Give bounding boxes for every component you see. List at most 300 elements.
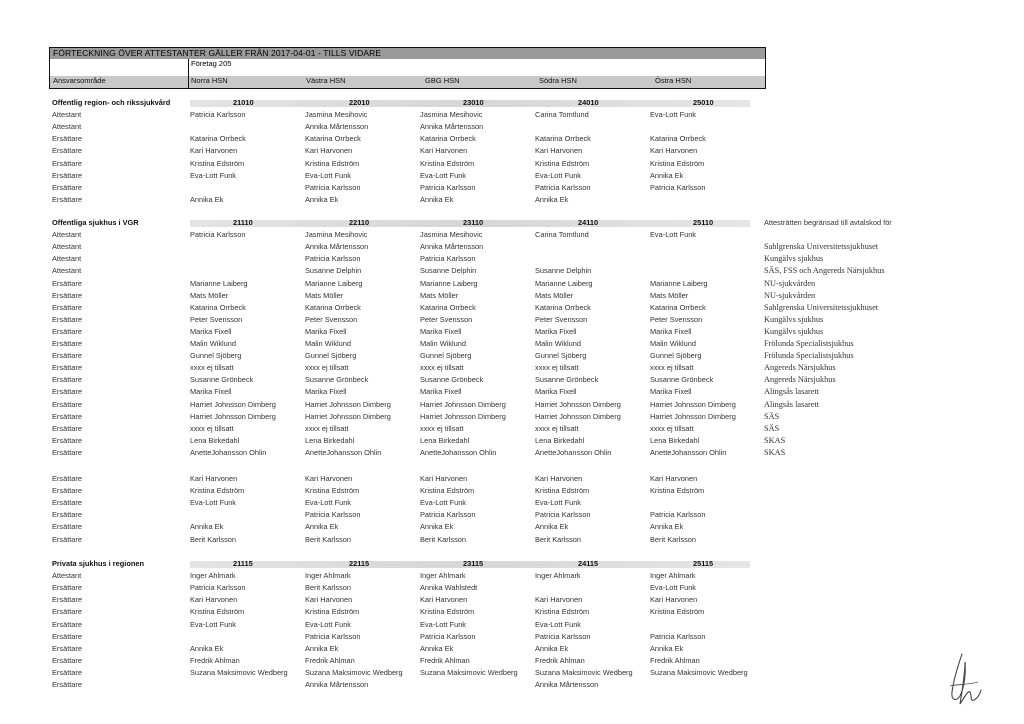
table-cell: Kari Harvonen <box>535 474 583 483</box>
table-cell: Berit Karlsson <box>305 583 352 593</box>
table-cell: Marika Fixell <box>190 387 232 397</box>
table-cell: Suzana Maksimovic Wedberg <box>420 667 518 677</box>
table-cell: xxxx ej tillsatt <box>305 423 349 433</box>
table-row <box>0 171 1024 183</box>
restriction-note: SÄS, FSS och Angereds Närsjukhus <box>764 266 885 276</box>
role-label: Attestant <box>52 254 82 264</box>
role-label: Ersättare <box>52 194 82 204</box>
table-cell: Eva-Lott Funk <box>305 170 352 180</box>
table-row <box>0 644 1024 656</box>
table-cell: Patricia Karlsson <box>420 510 476 520</box>
area-label: Ansvarsområde <box>53 76 106 85</box>
table-row <box>0 351 1024 363</box>
section-note: Attesträtten begränsad till avtalskod för <box>764 218 892 227</box>
role-label: Ersättare <box>52 474 82 483</box>
table-cell: Harriet Johnsson Dimberg <box>305 411 391 421</box>
table-cell: Kari Harvonen <box>190 474 238 483</box>
table-cell: Eva-Lott Funk <box>535 619 582 629</box>
table-cell: Patricia Karlsson <box>420 182 476 192</box>
header-title-bar <box>50 48 765 59</box>
table-cell: Marika Fixell <box>650 326 692 336</box>
section-title: Privata sjukhus i regionen <box>52 559 145 568</box>
table-cell: Peter Svensson <box>305 314 358 324</box>
restriction-note: SKAS <box>764 447 786 457</box>
table-cell: Marika Fixell <box>305 326 347 336</box>
role-label: Ersättare <box>52 643 82 653</box>
table-row <box>0 498 1024 510</box>
restriction-note: NU-sjukvården <box>764 278 816 288</box>
table-cell: Kari Harvonen <box>305 146 353 156</box>
table-cell: Berit Karlsson <box>190 534 237 544</box>
table-cell: xxxx ej tillsatt <box>190 363 234 373</box>
table-cell: Harriet Johnsson Dimberg <box>650 411 736 421</box>
table-cell: Kari Harvonen <box>535 595 583 605</box>
role-label: Ersättare <box>52 363 82 373</box>
table-cell: Patricia Karlsson <box>650 182 706 192</box>
role-label: Ersättare <box>52 375 82 385</box>
table-cell: Marianne Laiberg <box>650 278 708 288</box>
table-cell: Kristina Edström <box>650 486 705 496</box>
table-cell: Kari Harvonen <box>650 146 698 156</box>
role-label: Ersättare <box>52 435 82 445</box>
table-row <box>0 315 1024 327</box>
table-cell: Annika Ek <box>420 522 454 532</box>
table-cell: Marianne Laiberg <box>420 278 478 288</box>
table-cell: Annika Ek <box>535 643 569 653</box>
table-cell: Malin Wiklund <box>535 339 582 348</box>
role-label: Attestant <box>52 122 82 132</box>
table-cell: Gunnel Sjöberg <box>190 351 242 361</box>
table-cell: Carina Tomtlund <box>535 230 589 240</box>
table-row <box>0 668 1024 680</box>
table-row <box>0 339 1024 351</box>
table-cell: Marianne Laiberg <box>305 278 363 288</box>
table-cell: Jasmina Mesihovic <box>305 230 368 240</box>
table-row <box>0 375 1024 387</box>
table-cell: Annika Ek <box>650 522 684 532</box>
restriction-note: Kungälvs sjukhus <box>764 314 824 324</box>
table-cell: Annika Ek <box>305 643 339 653</box>
table-cell: Malin Wiklund <box>650 339 697 348</box>
table-row <box>0 583 1024 595</box>
table-cell: Annika Ek <box>420 194 454 204</box>
role-label: Ersättare <box>52 631 82 641</box>
role-label: Attestant <box>52 242 82 252</box>
table-cell: Kristina Edström <box>535 486 590 496</box>
table-cell: Marika Fixell <box>420 387 462 397</box>
table-row <box>0 620 1024 632</box>
table-cell: Carina Tomtlund <box>535 110 589 120</box>
table-cell: Kari Harvonen <box>190 595 238 605</box>
column-header: Norra HSN <box>191 76 228 85</box>
role-label: Attestant <box>52 266 82 276</box>
table-cell: Katarina Orrbeck <box>305 302 361 312</box>
table-cell: Susanne Grönbeck <box>305 375 369 385</box>
table-row <box>0 183 1024 195</box>
table-row <box>0 632 1024 644</box>
table-cell: Annika Ek <box>420 643 454 653</box>
table-cell: Eva-Lott Funk <box>420 619 467 629</box>
table-row <box>0 595 1024 607</box>
restriction-note: Angereds Närsjukhus <box>764 363 836 373</box>
table-cell: Fredrik Ahlman <box>420 655 470 665</box>
document-title: FÖRTECKNING ÖVER ATTESTANTER GÄLLER FRÅN 2017-04-01 - TILLS VIDARE <box>53 48 382 58</box>
table-cell: Suzana Maksimovic Wedberg <box>190 667 288 677</box>
table-cell: Kari Harvonen <box>305 474 353 483</box>
table-row <box>0 486 1024 498</box>
table-cell: xxxx ej tillsatt <box>420 363 464 373</box>
table-cell: Mats Möller <box>305 290 344 300</box>
role-label: Attestant <box>52 571 82 581</box>
table-cell: Annika Mårtensson <box>420 242 484 252</box>
table-row <box>0 535 1024 547</box>
table-cell: Eva-Lott Funk <box>535 498 582 508</box>
table-cell: Katarina Orrbeck <box>650 134 706 144</box>
table-cell: Harriet Johnsson Dimberg <box>190 411 276 421</box>
role-label: Ersättare <box>52 423 82 433</box>
account-code: 24110 <box>578 218 599 227</box>
table-cell: Katarina Orrbeck <box>650 302 706 312</box>
table-cell: Marianne Laiberg <box>535 278 593 288</box>
document-header <box>49 47 766 89</box>
restriction-note: Alingsås lasarett <box>764 399 820 409</box>
account-code: 21110 <box>233 218 253 227</box>
table-cell: xxxx ej tillsatt <box>420 423 464 433</box>
role-label: Ersättare <box>52 314 82 324</box>
table-row <box>0 510 1024 522</box>
role-label: Ersättare <box>52 619 82 629</box>
table-cell: Patricia Karlsson <box>305 510 361 520</box>
table-row <box>0 448 1024 460</box>
table-cell: Fredrik Ahlman <box>190 655 240 665</box>
table-row <box>0 266 1024 278</box>
table-cell: Kristina Edström <box>305 607 360 617</box>
restriction-note: NU-sjukvården <box>764 290 816 300</box>
table-cell: Kari Harvonen <box>190 146 238 156</box>
column-header: GBG HSN <box>425 76 460 85</box>
table-cell: Kari Harvonen <box>535 146 583 156</box>
table-cell: Kristina Edström <box>535 607 590 617</box>
table-cell: Malin Wiklund <box>190 339 237 348</box>
table-row <box>0 146 1024 158</box>
table-row <box>0 303 1024 315</box>
table-cell: Susanne Delphin <box>420 266 477 276</box>
account-code: 22115 <box>349 559 370 568</box>
table-cell: Peter Svensson <box>420 314 473 324</box>
table-cell: Lena Birkedahl <box>650 435 700 445</box>
table-row <box>0 279 1024 291</box>
table-cell: Peter Svensson <box>650 314 703 324</box>
table-cell: Fredrik Ahlman <box>535 655 585 665</box>
table-row <box>0 571 1024 583</box>
table-cell: Annika Ek <box>535 194 569 204</box>
table-cell: Katarina Orrbeck <box>420 302 476 312</box>
table-cell: Patricia Karlsson <box>650 510 706 520</box>
table-row <box>0 195 1024 207</box>
account-code: 24010 <box>578 98 599 107</box>
table-row <box>0 242 1024 254</box>
section-header-row <box>0 218 1024 230</box>
table-cell: Suzana Maksimovic Wedberg <box>305 667 403 677</box>
account-code: 24115 <box>578 559 599 568</box>
account-code: 21115 <box>233 559 253 568</box>
table-cell: Peter Svensson <box>190 314 243 324</box>
table-cell: Patricia Karlsson <box>305 631 361 641</box>
table-cell: Inger Ahlmark <box>650 571 696 581</box>
table-cell: xxxx ej tillsatt <box>535 363 579 373</box>
role-label: Ersättare <box>52 534 82 544</box>
signature-image <box>948 652 982 710</box>
table-cell: Harriet Johnsson Dimberg <box>190 399 276 409</box>
table-cell: Lena Birkedahl <box>420 435 470 445</box>
table-cell: Eva-Lott Funk <box>650 110 697 120</box>
table-cell: Annika Ek <box>650 643 684 653</box>
table-row <box>0 159 1024 171</box>
role-label: Ersättare <box>52 486 82 496</box>
table-cell: Mats Möller <box>190 290 229 300</box>
table-row <box>0 656 1024 668</box>
table-cell: Kristina Edström <box>420 607 475 617</box>
table-cell: Lena Birkedahl <box>305 435 355 445</box>
table-cell: Eva-Lott Funk <box>420 498 467 508</box>
account-code: 25115 <box>693 559 714 568</box>
table-row <box>0 680 1024 692</box>
table-cell: Kari Harvonen <box>420 474 468 483</box>
table-cell: Patricia Karlsson <box>305 182 361 192</box>
role-label: Ersättare <box>52 498 82 508</box>
table-cell: AnetteJohansson Ohlin <box>535 447 612 457</box>
role-label: Ersättare <box>52 510 82 520</box>
table-cell: Inger Ahlmark <box>420 571 466 581</box>
role-label: Ersättare <box>52 278 82 288</box>
account-code: 22010 <box>349 98 370 107</box>
role-label: Ersättare <box>52 522 82 532</box>
table-cell: Jasmina Mesihovic <box>420 230 483 240</box>
table-cell: AnetteJohansson Ohlin <box>650 447 727 457</box>
table-cell: Inger Ahlmark <box>190 571 236 581</box>
table-cell: Malin Wiklund <box>305 339 352 348</box>
table-cell: Berit Karlsson <box>305 534 352 544</box>
table-row <box>0 436 1024 448</box>
role-label: Ersättare <box>52 607 82 617</box>
table-cell: Marika Fixell <box>305 387 347 397</box>
account-code: 23115 <box>463 559 484 568</box>
role-label: Ersättare <box>52 667 82 677</box>
table-cell: AnetteJohansson Ohlin <box>190 447 267 457</box>
table-cell: Patricia Karlsson <box>535 182 591 192</box>
table-cell: Katarina Orrbeck <box>305 134 361 144</box>
role-label: Ersättare <box>52 351 82 361</box>
table-cell: Berit Karlsson <box>535 534 582 544</box>
table-cell: Kristina Edström <box>190 607 245 617</box>
role-label: Ersättare <box>52 134 82 144</box>
table-cell: Mats Möller <box>650 290 689 300</box>
table-cell: xxxx ej tillsatt <box>190 423 234 433</box>
table-cell: Annika Mårtensson <box>420 122 484 132</box>
table-cell: Jasmina Mesihovic <box>305 110 368 120</box>
section-header-row <box>0 98 1024 110</box>
table-cell: Lena Birkedahl <box>535 435 585 445</box>
table-cell: Gunnel Sjöberg <box>420 351 472 361</box>
table-cell: Annika Mårtensson <box>305 680 369 689</box>
table-cell: Kristina Edström <box>420 486 475 496</box>
table-cell: Eva-Lott Funk <box>305 498 352 508</box>
table-row <box>0 327 1024 339</box>
table-cell: Kristina Edström <box>420 158 475 168</box>
table-row <box>0 522 1024 534</box>
table-cell: Katarina Orrbeck <box>190 302 246 312</box>
table-cell: Harriet Johnsson Dimberg <box>535 411 621 421</box>
table-cell: Annika Mårtensson <box>305 242 369 252</box>
role-label: Ersättare <box>52 326 82 336</box>
table-cell: Eva-Lott Funk <box>535 170 582 180</box>
table-cell: Patricia Karlsson <box>420 631 476 641</box>
account-code: 22110 <box>349 218 370 227</box>
table-cell: Katarina Orrbeck <box>190 134 246 144</box>
table-cell: Eva-Lott Funk <box>650 583 697 593</box>
table-cell: Kari Harvonen <box>305 595 353 605</box>
role-label: Attestant <box>52 110 82 120</box>
table-cell: Harriet Johnsson Dimberg <box>535 399 621 409</box>
table-cell: Gunnel Sjöberg <box>305 351 357 361</box>
role-label: Ersättare <box>52 583 82 593</box>
table-cell: Patricia Karlsson <box>535 631 591 641</box>
restriction-note: Alingsås lasarett <box>764 387 820 397</box>
restriction-note: SÄS <box>764 411 780 421</box>
table-row <box>0 122 1024 134</box>
restriction-note: Sahlgrenska Universitetssjukhuset <box>764 242 879 252</box>
section-header-row <box>0 559 1024 571</box>
role-label: Ersättare <box>52 182 82 192</box>
table-cell: Berit Karlsson <box>650 534 697 544</box>
account-code: 21010 <box>233 98 254 107</box>
role-label: Ersättare <box>52 170 82 180</box>
table-cell: Kristina Edström <box>650 607 705 617</box>
role-label: Ersättare <box>52 339 82 348</box>
restriction-note: Angereds Närsjukhus <box>764 375 836 385</box>
role-label: Ersättare <box>52 399 82 409</box>
table-cell: Kristina Edström <box>650 158 705 168</box>
section-title: Offentliga sjukhus i VGR <box>52 218 139 227</box>
table-cell: Harriet Johnsson Dimberg <box>650 399 736 409</box>
role-label: Ersättare <box>52 290 82 300</box>
column-header: Södra HSN <box>539 76 577 85</box>
restriction-note: SÄS <box>764 423 780 433</box>
account-code: 25010 <box>693 98 714 107</box>
table-cell: Susanne Delphin <box>305 266 362 276</box>
table-cell: Eva-Lott Funk <box>650 230 697 240</box>
table-cell: Marika Fixell <box>535 387 577 397</box>
table-cell: Kristina Edström <box>190 158 245 168</box>
table-row <box>0 230 1024 242</box>
role-label: Ersättare <box>52 655 82 665</box>
table-cell: Kristina Edström <box>535 158 590 168</box>
table-row <box>0 474 1024 486</box>
table-cell: Harriet Johnsson Dimberg <box>420 411 506 421</box>
table-cell: Marika Fixell <box>650 387 692 397</box>
table-cell: Kristina Edström <box>305 158 360 168</box>
table-cell: Annika Ek <box>190 522 224 532</box>
company-label: Företag 205 <box>191 59 232 68</box>
table-cell: Jasmina Mesihovic <box>420 110 483 120</box>
table-cell: Susanne Grönbeck <box>535 375 599 385</box>
table-cell: Suzana Maksimovic Wedberg <box>535 667 633 677</box>
table-cell: Harriet Johnsson Dimberg <box>420 399 506 409</box>
column-header: Västra HSN <box>306 76 346 85</box>
table-cell: AnetteJohansson Ohlin <box>420 447 497 457</box>
table-cell: Eva-Lott Funk <box>190 498 237 508</box>
table-cell: xxxx ej tillsatt <box>650 423 694 433</box>
table-cell: Susanne Grönbeck <box>190 375 254 385</box>
table-cell: Lena Birkedahl <box>190 435 240 445</box>
table-cell: Susanne Delphin <box>535 266 592 276</box>
table-cell: AnetteJohansson Ohlin <box>305 447 382 457</box>
table-cell: Mats Möller <box>420 290 459 300</box>
table-cell: xxxx ej tillsatt <box>305 363 349 373</box>
table-cell: Eva-Lott Funk <box>420 170 467 180</box>
table-cell: Annika Ek <box>650 170 684 180</box>
section-title: Offentlig region- och rikssjukvård <box>52 98 171 107</box>
account-code: 25110 <box>693 218 714 227</box>
table-cell: Kari Harvonen <box>420 595 468 605</box>
role-label: Ersättare <box>52 302 82 312</box>
restriction-note: Kungälvs sjukhus <box>764 326 824 336</box>
table-cell: Inger Ahlmark <box>305 571 351 581</box>
table-cell: Fredrik Ahlman <box>650 655 700 665</box>
table-row <box>0 400 1024 412</box>
table-cell: Marika Fixell <box>535 326 577 336</box>
table-cell: Patricia Karlsson <box>190 110 246 120</box>
table-cell: Susanne Grönbeck <box>420 375 484 385</box>
table-row <box>0 387 1024 399</box>
table-cell: Annika Ek <box>535 522 569 532</box>
table-cell: Patricia Karlsson <box>305 254 361 264</box>
table-cell: Inger Ahlmark <box>535 571 581 581</box>
role-label: Ersättare <box>52 146 82 156</box>
role-label: Ersättare <box>52 680 82 689</box>
table-cell: Fredrik Ahlman <box>305 655 355 665</box>
table-cell: Peter Svensson <box>535 314 588 324</box>
table-cell: Annika Mårtensson <box>305 122 369 132</box>
restriction-note: Sahlgrenska Universitetssjukhuset <box>764 302 879 312</box>
restriction-note: Frölunda Specialistsjukhus <box>764 351 854 361</box>
restriction-note: Frölunda Specialistsjukhus <box>764 339 854 348</box>
restriction-note: SKAS <box>764 435 786 445</box>
table-row <box>0 291 1024 303</box>
table-cell: Patricia Karlsson <box>420 254 476 264</box>
table-row <box>0 134 1024 146</box>
table-cell: Susanne Grönbeck <box>650 375 714 385</box>
table-cell: Patricia Karlsson <box>190 583 246 593</box>
table-cell: Patricia Karlsson <box>535 510 591 520</box>
table-cell: Suzana Maksimovic Wedberg <box>650 667 748 677</box>
table-cell: xxxx ej tillsatt <box>650 363 694 373</box>
table-row <box>0 254 1024 266</box>
restriction-note: Kungälvs sjukhus <box>764 254 824 264</box>
table-cell: Kari Harvonen <box>420 146 468 156</box>
role-label: Ersättare <box>52 158 82 168</box>
role-label: Ersättare <box>52 595 82 605</box>
table-cell: Marika Fixell <box>420 326 462 336</box>
table-cell: Kristina Edström <box>305 486 360 496</box>
table-row <box>0 110 1024 122</box>
account-code: 23010 <box>463 98 484 107</box>
table-cell: Annika Ek <box>190 194 224 204</box>
role-label: Ersättare <box>52 447 82 457</box>
table-cell: Katarina Orrbeck <box>535 134 591 144</box>
table-row <box>0 412 1024 424</box>
table-cell: Berit Karlsson <box>420 534 467 544</box>
